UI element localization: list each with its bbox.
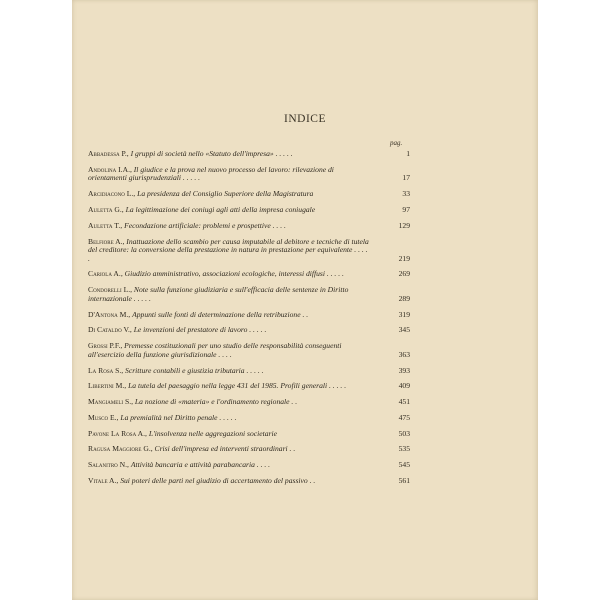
entry-page: 393 bbox=[398, 365, 410, 375]
entry-page: 17 bbox=[402, 173, 410, 183]
entry-author: Grossi P.F., bbox=[88, 341, 123, 351]
index-entry bbox=[88, 238, 410, 264]
entry-author: Andolina I.A., bbox=[88, 164, 132, 174]
entry-title: Crisi dell'impresa ed interventi straordinari . . bbox=[154, 444, 296, 454]
entry-page: 409 bbox=[398, 381, 410, 391]
entry-page: 97 bbox=[402, 204, 410, 214]
index-entry bbox=[88, 414, 410, 423]
entry-author: Abbadessa P., bbox=[88, 149, 129, 158]
index-entry bbox=[88, 166, 410, 183]
entry-author: Auletta G., bbox=[88, 204, 124, 214]
entry-page: 451 bbox=[398, 397, 410, 407]
entry-title: La presidenza del Consiglio Superiore della Magistratura bbox=[137, 189, 314, 199]
index-entry bbox=[88, 311, 410, 320]
entry-title: L'insolvenza nelle aggregazioni societarie bbox=[148, 428, 277, 438]
entry-page: 269 bbox=[398, 269, 410, 279]
entry-page: 475 bbox=[398, 412, 410, 422]
index-entry bbox=[88, 477, 410, 486]
entry-author: Auletta T., bbox=[88, 220, 123, 230]
index-entry bbox=[88, 222, 410, 231]
entry-page: 319 bbox=[398, 309, 410, 319]
entry-title: Attività bancaria e attività parabancaria . . . . bbox=[130, 460, 271, 470]
index-entry bbox=[88, 398, 410, 407]
entry-title: La tutela del paesaggio nella legge 431 del 1985. Profili generali . . . . . bbox=[128, 381, 347, 391]
entry-author: Vitale A., bbox=[88, 476, 119, 486]
entry-author: Libertini M., bbox=[88, 381, 127, 391]
index-entry bbox=[88, 326, 410, 335]
entry-page: 345 bbox=[398, 325, 410, 335]
index-entry bbox=[88, 382, 410, 391]
entry-page: 289 bbox=[398, 293, 410, 303]
entry-author: Condorelli L., bbox=[88, 285, 133, 295]
entry-title: I gruppi di società nello «Statuto dell'impresa» . . . . . bbox=[130, 149, 293, 158]
index-entry bbox=[88, 286, 410, 303]
entry-title: Scritture contabili e giustizia tributaria . . . . . bbox=[125, 365, 264, 375]
entry-author: Pavone La Rosa A., bbox=[88, 428, 147, 438]
entry-author: Salanitro N., bbox=[88, 460, 129, 470]
entry-author: Arcidiacono L., bbox=[88, 189, 136, 199]
entry-title: Appunti sulle fonti di determinazione della retribuzione . . bbox=[132, 309, 309, 319]
entry-author: Mangiameli S., bbox=[88, 397, 133, 407]
entry-page: 545 bbox=[398, 460, 410, 470]
entry-title: Il giudice e la prova nel nuovo processo del lavoro: rilevazione di orientamenti giurisprudenziali . . . . . bbox=[88, 164, 334, 183]
entry-title: Giudizio amministrativo, associazioni ecologiche, interessi diffusi . . . . . bbox=[124, 269, 344, 279]
entry-page: 33 bbox=[402, 189, 410, 199]
entry-title: Premesse costituzionali per uno studio delle responsabilità conseguenti all'esercizio della funzione giurisdizionale . . . . bbox=[88, 341, 342, 359]
entry-page: 535 bbox=[398, 444, 410, 454]
entry-page: 363 bbox=[398, 349, 410, 359]
entry-author: Cariola A., bbox=[88, 269, 123, 279]
entry-author: Ragusa Maggiore G., bbox=[88, 444, 153, 454]
entry-page: 503 bbox=[398, 428, 410, 438]
entry-title: Le invenzioni del prestatore di lavoro . . . . . bbox=[133, 325, 267, 335]
page-column-label: pag. bbox=[390, 139, 403, 147]
book-page bbox=[72, 0, 538, 600]
entry-title: Sui poteri delle parti nel giudizio di accertamento del passivo . . bbox=[120, 476, 316, 486]
entry-title: Fecondazione artificiale: problemi e prospettive . . . . bbox=[124, 220, 286, 230]
entry-author: D'Antona M., bbox=[88, 309, 131, 319]
index-entry bbox=[88, 430, 410, 439]
entry-author: Belfiore A., bbox=[88, 236, 125, 246]
entry-page: 219 bbox=[398, 253, 410, 263]
index-entry bbox=[88, 461, 410, 470]
entry-title: La nozione di «materia» e l'ordinamento regionale . . bbox=[134, 397, 298, 407]
entry-title: Inattuazione dello scambio per causa imputabile al debitore e tecniche di tutela del creditore: la conversione della prestazione in natura in prestazione per equivalente . . . . . bbox=[88, 236, 369, 263]
entry-title: Note sulla funzione giudiziaria e sull'efficacia delle sentenze in Diritto internazionale . . . . . bbox=[88, 285, 349, 303]
entry-author: Di Cataldo V., bbox=[88, 325, 132, 335]
index-entry bbox=[88, 342, 410, 359]
entry-page: 129 bbox=[398, 220, 410, 230]
index-entry bbox=[88, 150, 410, 159]
page-title: INDICE bbox=[284, 113, 326, 125]
index-entry bbox=[88, 270, 410, 279]
index-entries bbox=[88, 150, 410, 493]
entry-page: 561 bbox=[398, 476, 410, 486]
entry-author: La Rosa S., bbox=[88, 365, 124, 375]
entry-title: La premialità nel Diritto penale . . . . . bbox=[120, 412, 237, 422]
index-entry bbox=[88, 190, 410, 199]
entry-author: Musco E., bbox=[88, 412, 119, 422]
index-entry bbox=[88, 367, 410, 376]
entry-title: La legittimazione dei coniugi agli atti della impresa coniugale bbox=[125, 204, 316, 214]
entry-page: 1 bbox=[406, 149, 410, 158]
index-entry bbox=[88, 445, 410, 454]
index-entry bbox=[88, 206, 410, 215]
